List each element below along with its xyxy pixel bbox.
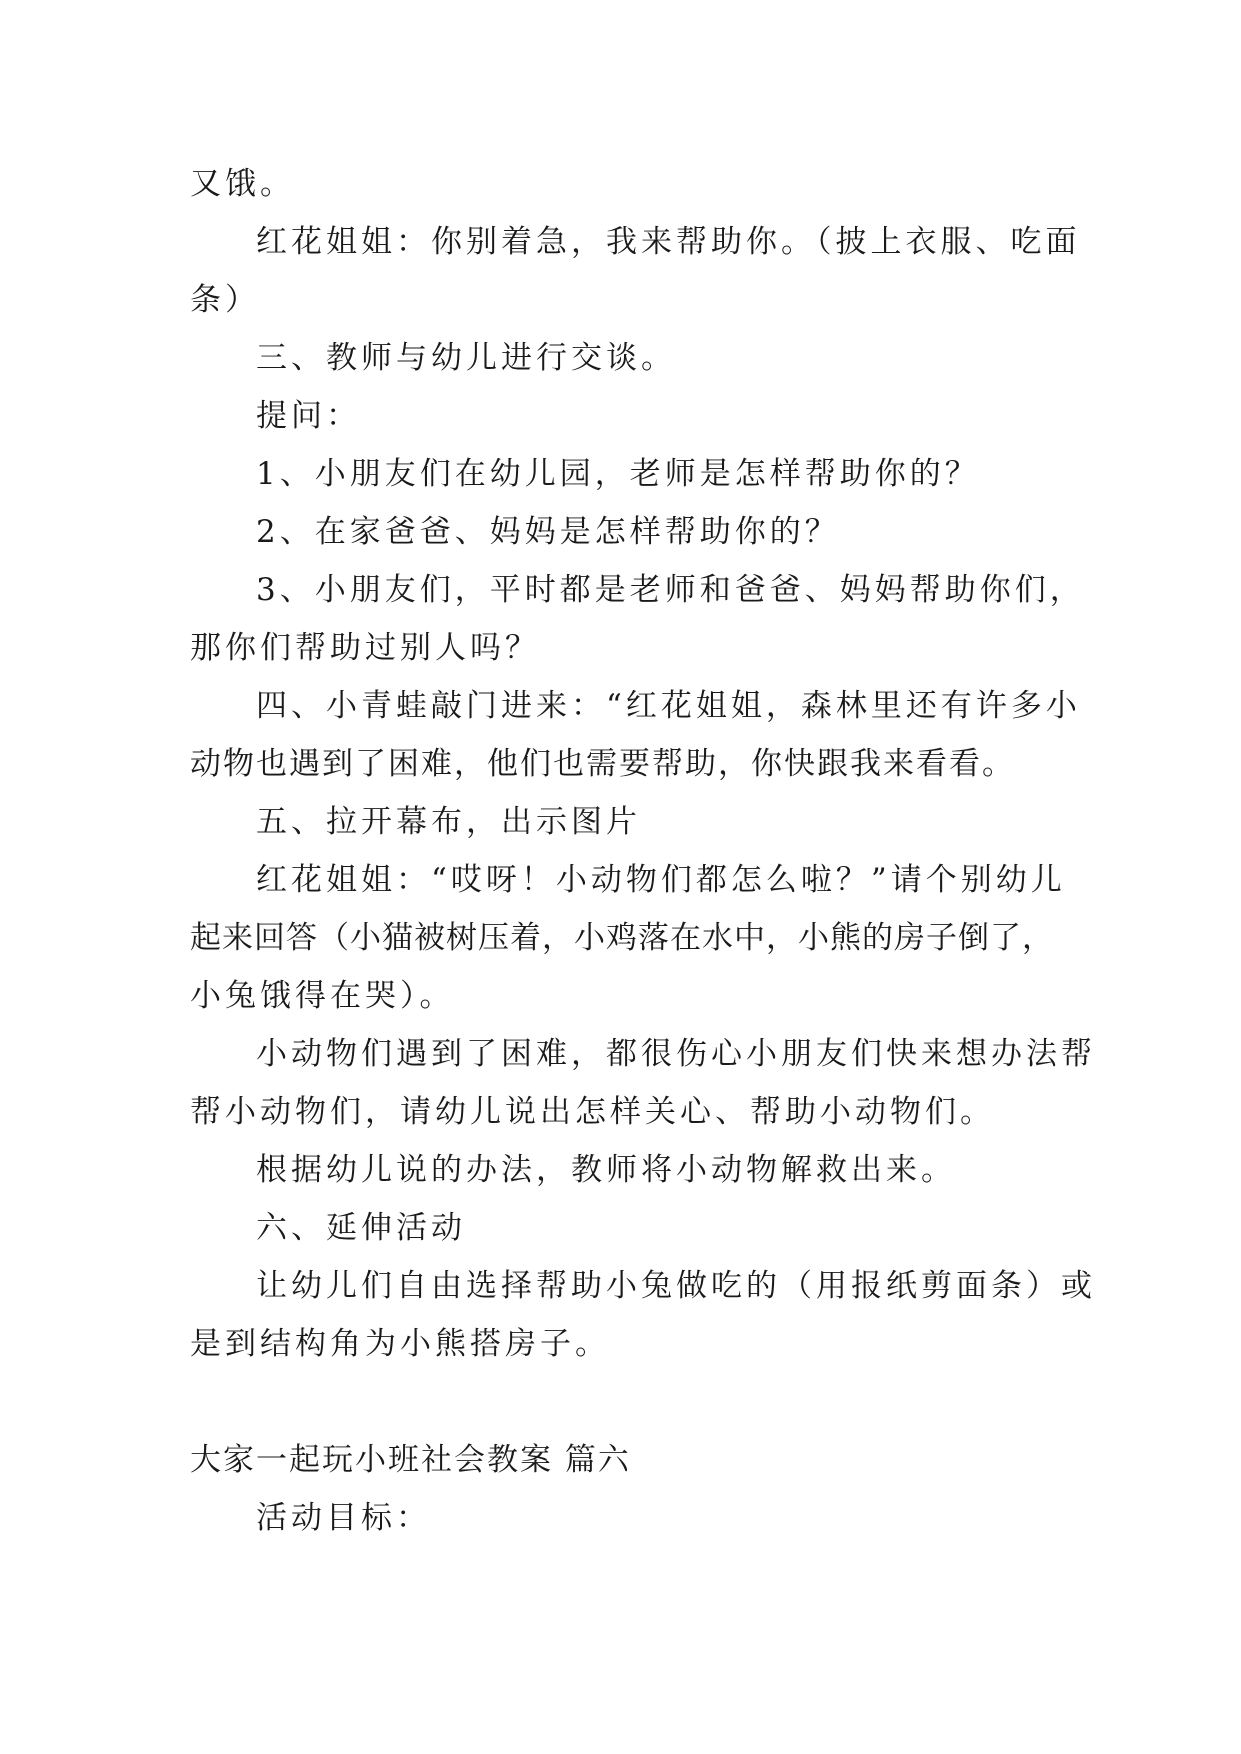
text-line: 动物也遇到了困难，他们也需要帮助，你快跟我来看看。 [190, 746, 1015, 782]
section-heading: 四、小青蛙敲门进来：“红花姐姐，森林里还有许多小 [256, 688, 1081, 724]
subsection-heading: 活动目标： [256, 1500, 431, 1536]
text-line: 红花姐姐：你别着急，我来帮助你。（披上衣服、吃面 [256, 224, 1081, 260]
text-line: 条） [190, 282, 260, 318]
text-line: 提问： [256, 398, 361, 434]
lesson-title: 大家一起玩小班社会教案 篇六 [190, 1442, 631, 1478]
text-line: 起来回答（小猫被树压着，小鸡落在水中，小熊的房子倒了， [190, 920, 1054, 956]
text-line: 小动物们遇到了困难，都很伤心小朋友们快来想办法帮 [256, 1036, 1096, 1072]
text-line: 那你们帮助过别人吗？ [190, 630, 540, 666]
text-line: 根据幼儿说的办法，教师将小动物解救出来。 [256, 1152, 956, 1188]
text-line: 帮小动物们，请幼儿说出怎样关心、帮助小动物们。 [190, 1094, 995, 1130]
document-body [190, 155, 1096, 1547]
text-line: 红花姐姐：“哎呀！小动物们都怎么啦？”请个别幼儿 [256, 862, 1066, 898]
text-line: 是到结构角为小熊搭房子。 [190, 1326, 610, 1362]
text-line: 又饿。 [190, 166, 295, 202]
section-heading: 三、教师与幼儿进行交谈。 [256, 340, 676, 376]
text-line: 小兔饿得在哭）。 [190, 978, 455, 1014]
question-item: 2、在家爸爸、妈妈是怎样帮助你的？ [256, 514, 840, 550]
question-item: 3、小朋友们，平时都是老师和爸爸、妈妈帮助你们， [256, 572, 1085, 608]
question-item: 1、小朋友们在幼儿园，老师是怎样帮助你的？ [256, 456, 980, 492]
section-heading: 五、拉开幕布，出示图片 [256, 804, 641, 840]
section-heading: 六、延伸活动 [256, 1210, 466, 1246]
blank-line [190, 1373, 1050, 1431]
text-line: 让幼儿们自由选择帮助小兔做吃的（用报纸剪面条）或 [256, 1268, 1096, 1304]
